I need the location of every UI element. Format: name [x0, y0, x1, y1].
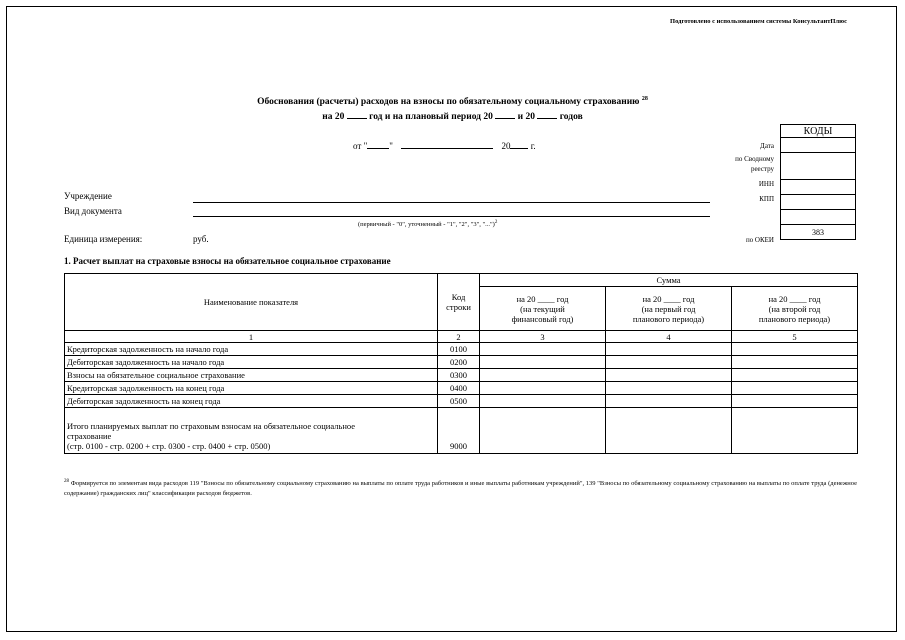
- codes-table: [780, 124, 856, 240]
- year-blank[interactable]: [510, 139, 528, 149]
- row-code: 0200: [438, 356, 480, 369]
- day-blank[interactable]: [367, 139, 389, 149]
- date-quote: ": [389, 141, 393, 151]
- date-year-prefix: 20: [501, 141, 511, 151]
- code-date-cell[interactable]: [781, 138, 856, 153]
- code-okei-cell: [781, 225, 856, 240]
- header-col4: [606, 287, 732, 331]
- footnote-num: 28: [64, 479, 69, 484]
- label-svod-1: по Сводному: [735, 155, 774, 163]
- header-col5-1: на 20 ____ год: [768, 293, 821, 304]
- date-year-suffix: г.: [530, 141, 536, 151]
- table-row: [65, 356, 858, 369]
- row-code: 0500: [438, 395, 480, 408]
- row-name: Кредиторская задолженность на начало года: [65, 343, 438, 356]
- col-num-2: 2: [438, 331, 480, 343]
- row-name: Кредиторская задолженность на конец года: [65, 382, 438, 395]
- doc-type-hint: [358, 220, 497, 228]
- value-cell[interactable]: [480, 343, 606, 356]
- code-doctype-cell[interactable]: [781, 210, 856, 225]
- header-col4-2: (на первый год: [641, 303, 696, 314]
- title-line1: Обоснования (расчеты) расходов на взносы по обязательному социальному страхованию: [257, 97, 640, 108]
- value-cell[interactable]: [732, 369, 858, 382]
- label-okei: по ОКЕИ: [745, 236, 774, 244]
- doc-type-hint-text: (первичный - "0", уточненный - "1", "2", "3", "..."): [358, 221, 495, 229]
- value-cell[interactable]: [480, 356, 606, 369]
- header-col3-2: (на текущий: [520, 303, 565, 314]
- label-doc-type: Вид документа: [64, 206, 122, 216]
- title-line2-b: год и на плановый период 20: [369, 112, 493, 123]
- value-cell[interactable]: [606, 343, 732, 356]
- okei-value: 383: [812, 227, 824, 237]
- label-unit: Единица измерения:: [64, 234, 143, 244]
- table-row: [65, 382, 858, 395]
- row-name: Взносы на обязательное социальное страхование: [65, 369, 438, 382]
- value-cell[interactable]: [732, 382, 858, 395]
- date-from-label: от ": [353, 141, 368, 151]
- header-code-1: Код: [451, 292, 466, 302]
- codes-header: КОДЫ: [781, 125, 856, 138]
- label-date: Дата: [760, 142, 774, 150]
- prepared-note: Подготовлено с использованием системы КонсультантПлюс: [670, 18, 847, 25]
- document-title: [0, 93, 905, 124]
- col-num-4: 4: [606, 331, 732, 343]
- label-svod-2: реестру: [750, 165, 774, 173]
- unit-value: руб.: [193, 234, 209, 244]
- table-row: [65, 343, 858, 356]
- label-inn: ИНН: [758, 180, 774, 188]
- value-cell[interactable]: [732, 395, 858, 408]
- value-cell[interactable]: [606, 408, 732, 454]
- label-kpp: КПП: [759, 195, 774, 203]
- row-name: Дебиторская задолженность на начало года: [65, 356, 438, 369]
- header-name: [65, 274, 438, 331]
- value-cell[interactable]: [606, 395, 732, 408]
- total-name-1: Итого планируемых выплат по страховым взносам на обязательное социальное: [67, 421, 355, 431]
- doc-type-hint-sup: 2: [494, 220, 498, 225]
- row-code: 0300: [438, 369, 480, 382]
- year-blank[interactable]: [495, 109, 515, 119]
- total-code: 9000: [438, 408, 480, 454]
- value-cell[interactable]: [480, 369, 606, 382]
- row-name: Дебиторская задолженность на конец года: [65, 395, 438, 408]
- value-cell[interactable]: [732, 343, 858, 356]
- header-name-text: Наименование показателя: [203, 297, 299, 307]
- code-svod-cell[interactable]: [781, 153, 856, 180]
- section-title: 1. Расчет выплат на страховые взносы на обязательное социальное страхование: [64, 256, 391, 266]
- header-col5-2: (на второй год: [768, 303, 821, 314]
- title-line2-a: на 20: [322, 112, 345, 123]
- doc-type-line[interactable]: [193, 216, 710, 217]
- title-line2-d: годов: [559, 112, 583, 123]
- value-cell[interactable]: [480, 408, 606, 454]
- row-code: 0100: [438, 343, 480, 356]
- col-num-3: 3: [480, 331, 606, 343]
- label-institution: Учреждение: [64, 191, 112, 201]
- code-kpp-cell[interactable]: [781, 195, 856, 210]
- total-name-3: (стр. 0100 - стр. 0200 + стр. 0300 - стр. 0400 + стр. 0500): [67, 441, 271, 451]
- title-line2-c: и 20: [517, 112, 535, 123]
- month-blank[interactable]: [401, 139, 493, 149]
- value-cell[interactable]: [480, 395, 606, 408]
- value-cell[interactable]: [606, 382, 732, 395]
- value-cell[interactable]: [606, 369, 732, 382]
- header-col4-1: на 20 ____ год: [642, 293, 695, 304]
- year-blank[interactable]: [537, 109, 557, 119]
- header-code: [438, 274, 480, 331]
- year-blank[interactable]: [347, 109, 367, 119]
- total-name: [65, 408, 438, 454]
- table-row: [65, 369, 858, 382]
- total-name-2: страхование: [67, 431, 112, 441]
- header-sum: Сумма: [480, 274, 858, 287]
- header-col5-3: планового периода): [758, 313, 831, 324]
- institution-line[interactable]: [193, 202, 710, 203]
- value-cell[interactable]: [732, 408, 858, 454]
- value-cell[interactable]: [480, 382, 606, 395]
- value-cell[interactable]: [606, 356, 732, 369]
- row-code: 0400: [438, 382, 480, 395]
- header-col3: [480, 287, 606, 331]
- header-code-2: строки: [446, 302, 471, 312]
- table-row-total: [65, 408, 858, 454]
- calculation-table: [64, 273, 858, 454]
- table-row: [65, 395, 858, 408]
- date-line: [353, 139, 536, 151]
- header-col4-3: планового периода): [632, 313, 705, 324]
- header-col3-3: финансовый год): [511, 313, 574, 324]
- code-inn-cell[interactable]: [781, 180, 856, 195]
- header-col5: [732, 287, 858, 331]
- value-cell[interactable]: [732, 356, 858, 369]
- footnote-text: Формируется по элементам вида расходов 119 "Взносы по обязательному социальному страхованию на выплаты по оплате труда работников и иные выплаты работникам учреждений", 139 "Взносы по обязательному социальному страхованию на выплаты по оплате труда (денежное содержание) гражданских лиц" классификации расходов бюджетов.: [64, 480, 858, 498]
- header-col3-1: на 20 ____ год: [516, 293, 569, 304]
- col-num-1: 1: [65, 331, 438, 343]
- footnote: [64, 477, 857, 499]
- title-footnote-ref: 28: [641, 96, 648, 102]
- col-num-5: 5: [732, 331, 858, 343]
